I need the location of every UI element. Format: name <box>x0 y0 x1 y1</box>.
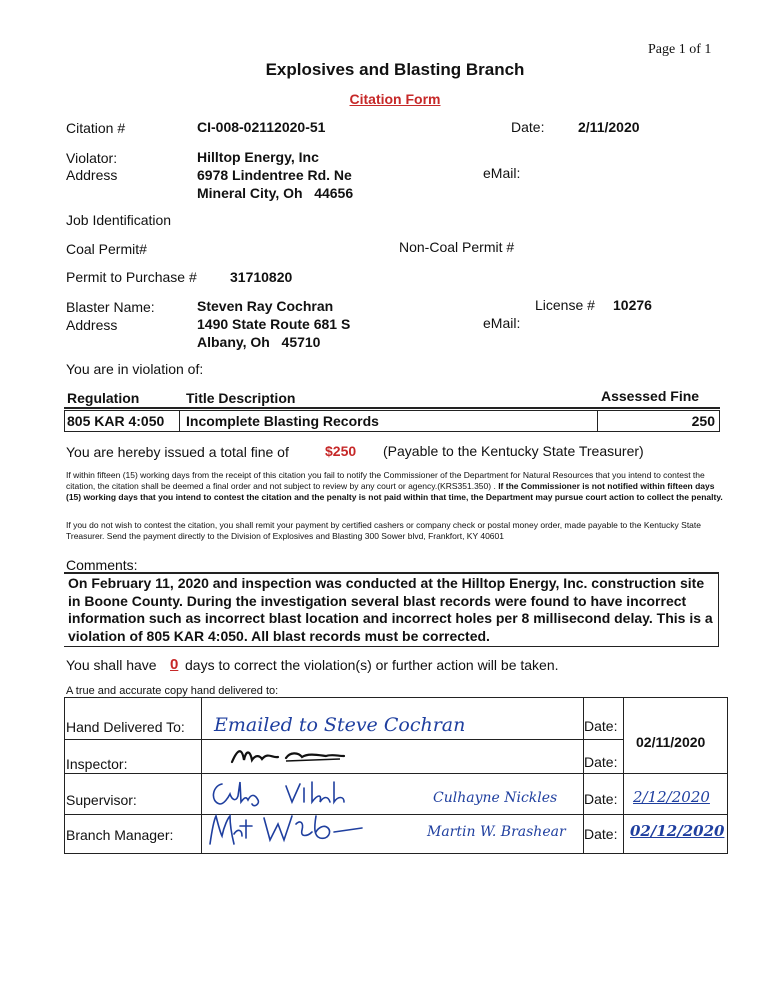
correction-prefix: You shall have <box>66 657 157 673</box>
permit-purchase-label: Permit to Purchase # <box>66 269 197 285</box>
hand-delivered-label: Hand Delivered To: <box>66 719 185 735</box>
license-number: 10276 <box>613 297 652 313</box>
payment-notice: If you do not wish to contest the citation, you shall remit your payment by certified cashers or company check or postal money order, made payable to the Kentucky State Treasurer. Send the payment directly to the Division of Explosives and Blasting 300 Sower blvd, Frankfort, KY 40601 <box>66 520 701 541</box>
violator-label: Violator: <box>66 150 118 166</box>
page-number: Page 1 of 1 <box>648 42 712 57</box>
branch-manager-date: 02/12/2020 <box>630 822 725 840</box>
form-title: Explosives and Blasting Branch <box>265 60 525 79</box>
regulation-title: Incomplete Blasting Records <box>186 413 379 429</box>
sig-row-rule-1 <box>65 739 623 740</box>
supervisor-printed-name: Culhayne Nickles <box>433 790 558 806</box>
regulation-header-rule <box>64 407 720 409</box>
blaster-email-label: eMail: <box>483 315 521 331</box>
license-label: License # <box>535 297 595 313</box>
violator-name: Hilltop Energy, Inc <box>197 149 319 165</box>
supervisor-label: Supervisor: <box>66 792 137 808</box>
assessed-fine-value: 250 <box>691 413 715 429</box>
regulation-header: Regulation <box>67 390 140 406</box>
form-subtitle: Citation Form <box>349 91 441 107</box>
supervisor-date-label: Date: <box>584 791 618 807</box>
blaster-name: Steven Ray Cochran <box>197 298 334 314</box>
violator-address-label: Address <box>66 167 118 183</box>
blaster-street: 1490 State Route 681 S <box>197 316 351 332</box>
citation-number: CI-008-02112020-51 <box>197 119 326 135</box>
regulation-col-sep <box>179 411 180 431</box>
regulation-code: 805 KAR 4:050 <box>67 413 165 429</box>
sig-col-rule-3 <box>623 698 624 853</box>
citation-date-label: Date: <box>511 119 545 135</box>
sig-row-rule-2 <box>65 773 727 774</box>
correction-suffix: days to correct the violation(s) or further action will be taken. <box>185 657 559 673</box>
sig-col-rule-1 <box>201 698 202 853</box>
inspector-date: 02/11/2020 <box>636 734 706 750</box>
sig-row-rule-3 <box>65 814 727 815</box>
inspector-date-label: Date: <box>584 754 618 770</box>
comments-box <box>64 572 719 647</box>
correction-days: 0 <box>170 656 179 673</box>
permit-purchase-number: 31710820 <box>230 269 293 285</box>
fine-statement-suffix: (Payable to the Kentucky State Treasurer) <box>383 443 644 459</box>
violator-email-label: eMail: <box>483 165 521 181</box>
blaster-address-label: Address <box>66 317 118 333</box>
branch-manager-printed-name: Martin W. Brashear <box>427 824 566 840</box>
fine-col-sep <box>597 411 598 431</box>
supervisor-date: 2/12/2020 <box>633 788 710 806</box>
fine-statement-prefix: You are hereby issued a total fine of <box>66 444 289 460</box>
violator-city: Mineral City, Oh 44656 <box>197 185 354 201</box>
contest-notice-bold: If the Commissioner is not notified within fifteen days (15) working days that you intend to contest the citation and the penalty is not paid within that time, the Department may pursue court action to collect the penalty. <box>66 481 723 502</box>
title-description-header: Title Description <box>186 390 296 406</box>
fine-amount: $250 <box>325 443 357 459</box>
violator-street: 6978 Lindentree Rd. Ne <box>197 167 352 183</box>
non-coal-permit-label: Non-Coal Permit # <box>399 239 515 255</box>
supervisor-signature <box>208 778 348 808</box>
violation-intro: You are in violation of: <box>66 361 204 377</box>
hand-delivered-date-label: Date: <box>584 718 618 734</box>
branch-manager-label: Branch Manager: <box>66 827 174 843</box>
comments-label: Comments: <box>66 557 138 573</box>
inspector-signature <box>228 744 348 768</box>
branch-manager-date-label: Date: <box>584 826 618 842</box>
inspector-label: Inspector: <box>66 756 128 772</box>
citation-date: 2/11/2020 <box>578 119 640 135</box>
assessed-fine-header: Assessed Fine <box>601 388 700 404</box>
delivery-intro: A true and accurate copy hand delivered to: <box>66 685 279 697</box>
contest-notice-text: If within fifteen (15) working days from the receipt of this citation you fail to notify the Commissioner of the Department for Natural Resources that you intend to contest the citation, the citation shall be deemed a final order and not subject to review by any court or agency.(KRS351.350) . <box>66 470 705 491</box>
regulation-row <box>64 410 720 432</box>
hand-delivered-value: Emailed to Steve Cochran <box>214 714 466 736</box>
branch-manager-signature <box>204 810 364 848</box>
job-identification-label: Job Identification <box>66 212 172 228</box>
blaster-label: Blaster Name: <box>66 299 155 315</box>
contest-notice <box>66 470 726 503</box>
citation-label: Citation # <box>66 120 126 136</box>
blaster-city: Albany, Oh 45710 <box>197 334 321 350</box>
comments-text: On February 11, 2020 and inspection was conducted at the Hilltop Energy, Inc. construction site in Boone County. During the investigation several blast records were found to have incorrect information such as incorrect blast location and incorrect holes per 8 millisecond delay. This is a violation of 805 KAR 4:050. All blast records must be corrected. <box>68 575 713 644</box>
coal-permit-label: Coal Permit# <box>66 241 147 257</box>
